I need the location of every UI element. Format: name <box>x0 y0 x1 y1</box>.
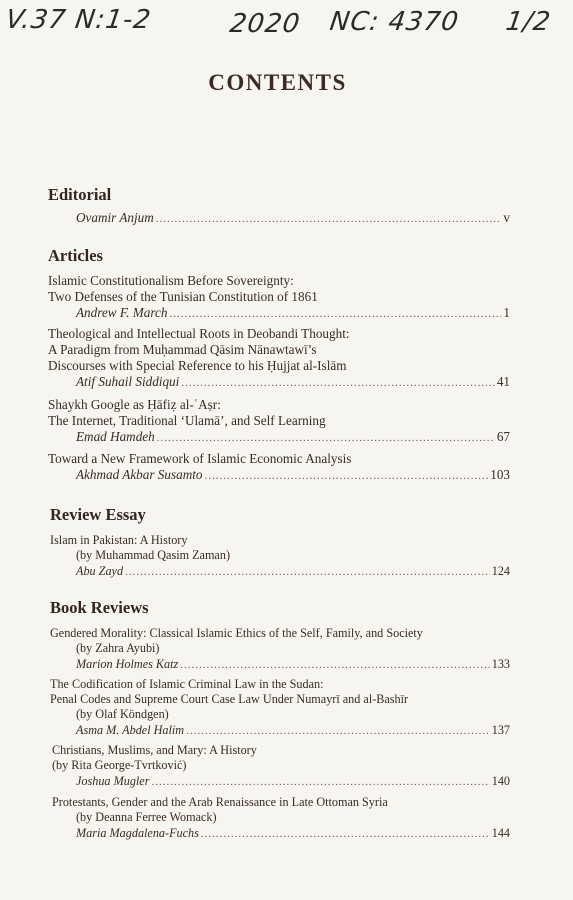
dot-leader <box>201 826 490 842</box>
handwritten-nc-note: NC: 4370 <box>327 7 461 37</box>
toc-page-number: 137 <box>491 723 510 737</box>
toc-entry-article-3[interactable] <box>76 429 510 446</box>
toc-title-line: Two Defenses of the Tunisian Constitution of 1861 <box>48 289 318 304</box>
handwritten-volume-note: V.37 N:1-2 <box>3 5 154 35</box>
handwritten-year-note: 2020 <box>227 9 303 39</box>
toc-author: Akhmad Akbar Susamto <box>76 467 203 482</box>
section-heading-book-reviews: Book Reviews <box>50 598 149 617</box>
toc-title-line: A Paradigm from Muḥammad Qāsim Nānawtawī’s <box>48 342 317 357</box>
toc-author: Abu Zayd <box>76 564 124 578</box>
dot-leader <box>205 468 489 484</box>
toc-title-line: (by Olaf Köndgen) <box>76 707 169 721</box>
dot-leader <box>125 564 490 580</box>
toc-entry-book-review-3[interactable] <box>76 773 510 790</box>
toc-author: Marion Holmes Katz <box>76 657 179 671</box>
toc-page-number: v <box>503 210 510 225</box>
dot-leader <box>186 723 490 739</box>
toc-title-line: (by Zahra Ayubi) <box>76 641 160 655</box>
toc-page-number: 144 <box>491 826 510 840</box>
toc-entry-article-1[interactable] <box>76 305 510 322</box>
section-heading-editorial: Editorial <box>48 185 112 204</box>
toc-title-line: Toward a New Framework of Islamic Economic Analysis <box>48 451 352 466</box>
toc-entry-editorial[interactable] <box>76 210 510 227</box>
toc-author: Andrew F. March <box>76 305 168 320</box>
toc-title-line: Penal Codes and Supreme Court Case Law Under Numayrī and al-Bashīr <box>50 692 409 706</box>
toc-entry-book-review-4[interactable] <box>76 825 510 842</box>
toc-title-line: The Codification of Islamic Criminal Law in the Sudan: <box>50 677 324 691</box>
toc-page-number: 67 <box>496 429 510 444</box>
toc-page-number: 124 <box>491 564 510 578</box>
toc-page-number: 41 <box>496 374 510 389</box>
dot-leader <box>181 375 495 391</box>
dot-leader <box>180 657 489 673</box>
toc-entry-article-4[interactable] <box>76 467 510 484</box>
dot-leader <box>151 774 489 790</box>
toc-title-line: Discourses with Special Reference to his Ḥujjat al-Islām <box>48 358 347 373</box>
toc-page-number: 1 <box>503 305 510 320</box>
toc-title-line: The Internet, Traditional ‘Ulamā’, and Self Learning <box>48 413 326 428</box>
toc-page-number: 140 <box>491 774 510 788</box>
toc-entry-article-2[interactable] <box>76 374 510 391</box>
dot-leader <box>157 430 495 446</box>
section-heading-review-essay: Review Essay <box>50 505 146 524</box>
toc-title-line: Shaykh Google as Ḥāfiẓ al-ʿAṣr: <box>48 397 221 412</box>
toc-title-line: (by Deanna Ferree Womack) <box>76 810 217 824</box>
toc-author: Emad Hamdeh <box>76 429 155 444</box>
toc-page-number: 103 <box>490 467 510 482</box>
toc-title-line: Gendered Morality: Classical Islamic Ethics of the Self, Family, and Society <box>50 626 423 640</box>
toc-author: Joshua Mugler <box>76 774 150 788</box>
toc-title-line: Theological and Intellectual Roots in Deobandi Thought: <box>48 326 350 341</box>
handwritten-fraction-note: 1/2 <box>503 7 553 37</box>
toc-title-line: (by Muhammad Qasim Zaman) <box>76 548 230 562</box>
section-heading-articles: Articles <box>48 246 103 265</box>
toc-author: Atif Suhail Siddiqui <box>76 374 180 389</box>
toc-title-line: Islamic Constitutionalism Before Sovereignty: <box>48 273 294 288</box>
toc-page-number: 133 <box>491 657 510 671</box>
dot-leader <box>156 211 502 227</box>
page-title: CONTENTS <box>208 70 347 95</box>
toc-entry-review-essay-1[interactable] <box>76 563 510 580</box>
toc-entry-book-review-1[interactable] <box>76 656 510 673</box>
toc-author: Maria Magdalena-Fuchs <box>76 826 199 840</box>
toc-title-line: Christians, Muslims, and Mary: A History <box>52 743 257 757</box>
toc-title-line: Protestants, Gender and the Arab Renaissance in Late Ottoman Syria <box>52 795 388 809</box>
toc-author: Asma M. Abdel Halim <box>76 723 185 737</box>
toc-title-line: (by Rita George-Tvrtković) <box>52 758 187 772</box>
toc-author: Ovamir Anjum <box>76 210 154 225</box>
toc-title-line: Islam in Pakistan: A History <box>50 533 188 547</box>
toc-entry-book-review-2[interactable] <box>76 722 510 739</box>
dot-leader <box>169 306 501 322</box>
